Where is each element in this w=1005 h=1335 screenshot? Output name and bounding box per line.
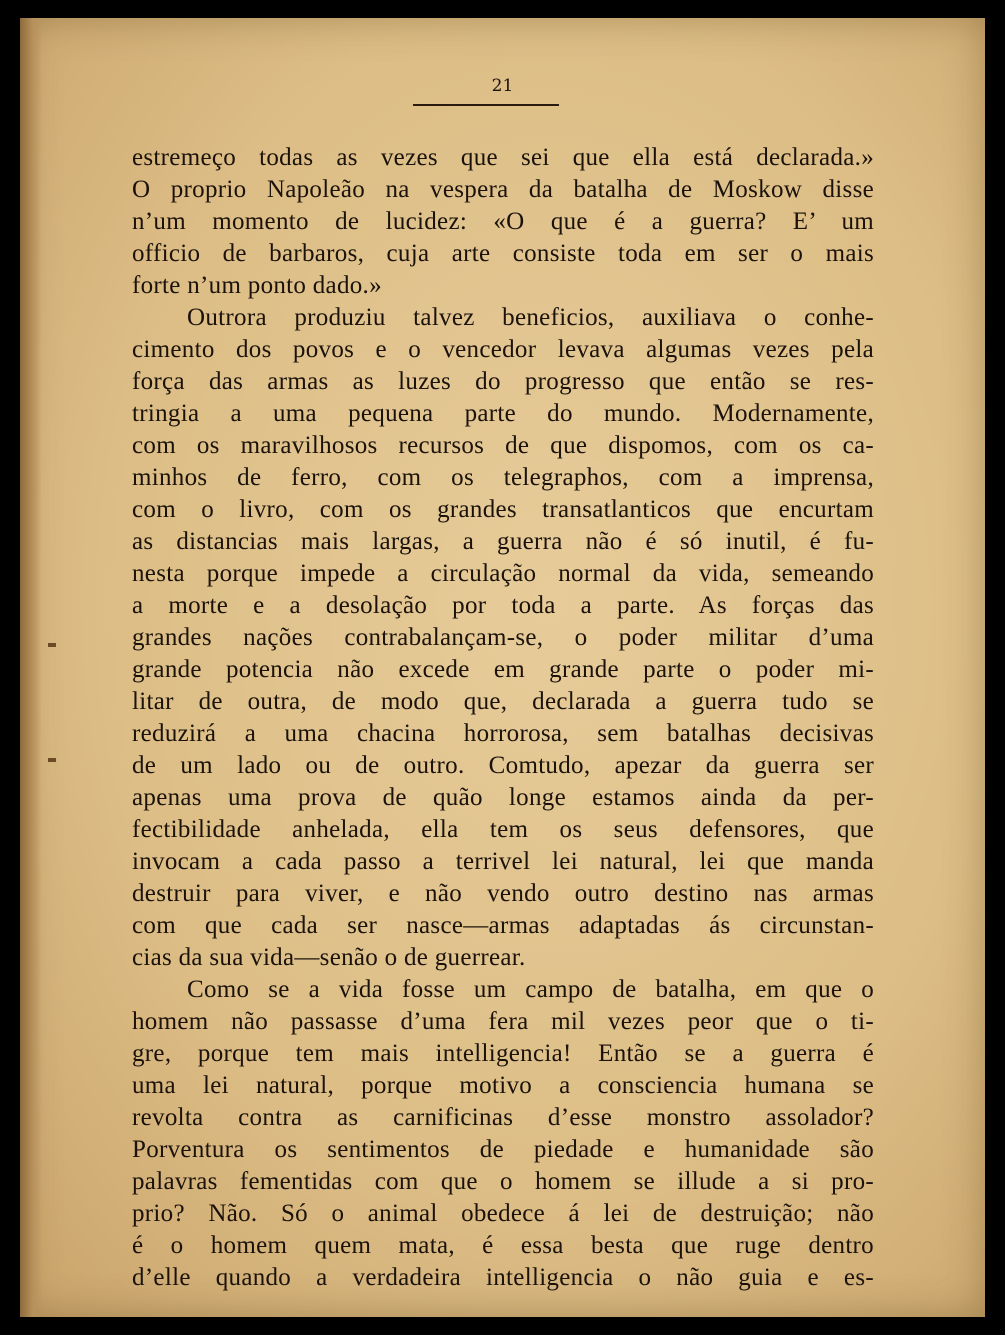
text-line: palavras fementidas com que o homem se illude a si pro- — [132, 1168, 874, 1195]
text-line: apenas uma prova de quão longe estamos ainda da per- — [132, 784, 874, 811]
text-line: n’um momento de lucidez: «O que é a guerra? E’ um — [132, 208, 874, 235]
text-line: cias da sua vida—senão o de guerrear. — [132, 944, 526, 971]
text-line: Porventura os sentimentos de piedade e humanidade são — [132, 1136, 874, 1163]
text-line: tringia a uma pequena parte do mundo. Modernamente, — [132, 400, 874, 427]
text-line: de um lado ou de outro. Comtudo, apezar da guerra ser — [132, 752, 874, 779]
text-line: grande potencia não excede em grande parte o poder mi- — [132, 656, 874, 683]
text-line: destruir para viver, e não vendo outro destino nas armas — [132, 880, 874, 907]
text-line: gre, porque tem mais intelligencia! Então se a guerra é — [132, 1040, 874, 1067]
text-line: com os maravilhosos recursos de que dispomos, com os ca- — [132, 432, 874, 459]
text-line: é o homem quem mata, é essa besta que ruge dentro — [132, 1232, 874, 1259]
text-line: reduzirá a uma chacina horrorosa, sem batalhas decisivas — [132, 720, 874, 747]
text-line: estremeço todas as vezes que sei que ella está declarada.» — [132, 144, 874, 171]
text-line: invocam a cada passo a terrivel lei natural, lei que manda — [132, 848, 874, 875]
text-line: litar de outra, de modo que, declarada a guerra tudo se — [132, 688, 874, 715]
text-line: com que cada ser nasce—armas adaptadas ás circunstan- — [132, 912, 874, 939]
text-line: cimento dos povos e o vencedor levava algumas vezes pela — [132, 336, 874, 363]
paragraph-start-line: Outrora produziu talvez beneficios, auxiliava o conhe- — [187, 304, 874, 331]
header-rule — [413, 104, 559, 106]
page-number: 21 — [491, 76, 514, 96]
text-line: d’elle quando a verdadeira intelligencia o não guia e es- — [132, 1264, 874, 1291]
body-text — [132, 142, 874, 1294]
text-line: revolta contra as carnificinas d’esse monstro assolador? — [132, 1104, 874, 1131]
text-line: fectibilidade anhelada, ella tem os seus defensores, que — [132, 816, 874, 843]
text-line: nesta porque impede a circulação normal da vida, semeando — [132, 560, 874, 587]
text-line: as distancias mais largas, a guerra não é só inutil, é fu- — [132, 528, 874, 555]
book-page — [20, 18, 985, 1317]
binding-clip-bottom — [48, 758, 56, 762]
text-line: força das armas as luzes do progresso que então se res- — [132, 368, 874, 395]
text-line: grandes nações contrabalançam-se, o poder militar d’uma — [132, 624, 874, 651]
text-line: forte n’um ponto dado.» — [132, 272, 382, 299]
text-line: a morte e a desolação por toda a parte. As forças das — [132, 592, 874, 619]
paragraph-start-line: Como se a vida fosse um campo de batalha, em que o — [187, 976, 874, 1003]
text-line: minhos de ferro, com os telegraphos, com a imprensa, — [132, 464, 874, 491]
binding-clip-top — [48, 643, 56, 647]
text-line: O proprio Napoleão na vespera da batalha de Moskow disse — [132, 176, 874, 203]
text-line: homem não passasse d’uma fera mil vezes peor que o ti- — [132, 1008, 874, 1035]
text-line: prio? Não. Só o animal obedece á lei de destruição; não — [132, 1200, 874, 1227]
text-line: uma lei natural, porque motivo a consciencia humana se — [132, 1072, 874, 1099]
binding-gutter — [20, 18, 42, 1317]
text-line: com o livro, com os grandes transatlanticos que encurtam — [132, 496, 874, 523]
text-line: officio de barbaros, cuja arte consiste toda em ser o mais — [132, 240, 874, 267]
